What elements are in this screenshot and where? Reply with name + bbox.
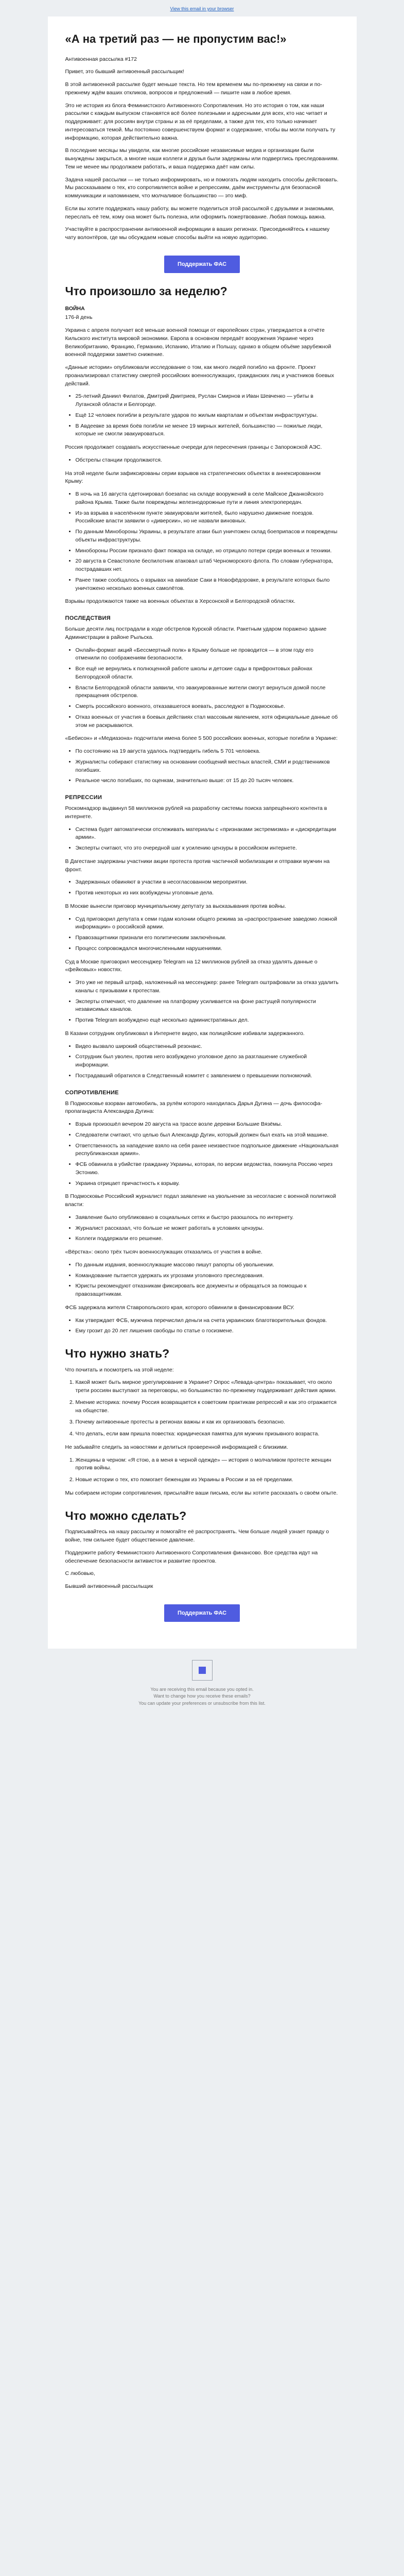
action-paragraph: Поддержите работу Феминистского Антивоенного Сопротивления финансово. Все средства идут на обеспечение безопасности активисток и развитие проектов. xyxy=(65,1549,318,1564)
intro-paragraph: В этой антивоенной рассылке будет меньше текста. Но тем временем мы по-прежнему на связи и по-прежнему ждём ваших откликов, вопросов и предложений — пишите нам в любое время. xyxy=(65,81,322,96)
news-paragraph: В Подмосковье взорван автомобиль, за рулём которого находилась Дарья Дугина — дочь философа-пропагандиста Александра Дугина: xyxy=(65,1100,323,1115)
war-label: ВОЙНА xyxy=(65,306,85,312)
browser-view-bar xyxy=(0,0,404,16)
news-paragraph: Роскомнадзор выдвинул 58 миллионов рублей на разработку системы поиска запрещённого контента в интернете. xyxy=(65,805,327,820)
donate-button[interactable]: Поддержать ФАС xyxy=(164,256,240,273)
donate-button-wrap-bottom xyxy=(65,1604,339,1622)
list-item: • Минобороны России признало факт пожара на складе, но отрицало потери среди военных и техники. xyxy=(76,547,339,555)
news-list xyxy=(65,393,339,438)
list-item: • Власти Белгородской области заявили, что эвакуированные жители смогут вернуться домой после прекращения обстрелов. xyxy=(76,684,339,701)
section-intro: Что почитать и посмотреть на этой неделе: xyxy=(65,1366,174,1373)
news-paragraph: Взрывы продолжаются также на военных объектах в Херсонской и Белгородской областях. xyxy=(65,598,295,605)
news-paragraph: В Москве вынесли приговор муниципальному депутату за высказывания против войны. xyxy=(65,903,286,909)
news-list xyxy=(65,979,339,1025)
intro-paragraph: Это не история из блога Феминистского Антивоенного Сопротивления. Но это история о том, как наши рассылки с каждым выпуском становятся всё более полезными и адресными для всех, кто нас читает и поддерживает: для россиян внутри страны и за её пределами, а также для тех, кто только начинает интересоваться темой. Мы постоянно совершенствуем формат и содержание, чтобы вы могли получать ту информацию, которая действительно важна. xyxy=(65,102,336,141)
list-item: • Смерть российского военного, отказавшегося воевать, расследуют в Подмосковье. xyxy=(76,703,339,711)
reading-list xyxy=(65,1456,339,1484)
list-item: • Процесс сопровождался многочисленными нарушениями. xyxy=(76,945,339,953)
list-item: 1. Какой может быть мирное урегулирование в Украине? Опрос «Левада-центра» показывает, что около трети россиян выступают за переговоры, но большинство по-прежнему поддерживает действия армии. xyxy=(76,1379,339,1395)
intro-paragraph: Задача нашей рассылки — не только информировать, но и помогать людям находить способы действовать. Мы рассказываем о тех, кто сопротивляется войне и репрессиям, даём инструменты для безопасной коммуникации и напоминаем, что молчаливое большинство — это миф. xyxy=(65,176,339,199)
news-paragraph: На этой неделе были зафиксированы серии взрывов на стратегических объектах в аннексированном Крыму: xyxy=(65,470,321,485)
news-paragraph: «Вёрстка»: около трёх тысяч военнослужащих отказались от участия в войне. xyxy=(65,1249,262,1256)
signoff: С любовью, xyxy=(65,1570,95,1577)
logo-icon xyxy=(192,1660,213,1681)
list-item: • Журналист рассказал, что больше не может работать в условиях цензуры. xyxy=(76,1225,339,1233)
list-item: • Отказ военных от участия в боевых действиях стал массовым явлением, хотя официальные данные об этом не раскрываются. xyxy=(76,714,339,730)
list-item: • Следователи считают, что целью был Александр Дугин, который должен был ехать на этой машине. xyxy=(76,1131,339,1140)
footer-line: You are receiving this email because you opted in. xyxy=(150,1686,254,1692)
repressions-label: РЕПРЕССИИ xyxy=(65,794,102,801)
news-list xyxy=(65,456,339,465)
intro-paragraph: Участвуйте в распространении антивоенной информации в ваших регионах. Присоединяйтесь к нашему чату волонтёров, где мы обсуждаем новые способы выйти на новую аудиторию. xyxy=(65,226,330,241)
reading-list xyxy=(65,1379,339,1438)
list-item: • Ранее также сообщалось о взрывах на авиабазе Саки в Новофёдоровке, в результате которых было уничтожено несколько военных самолётов. xyxy=(76,577,339,593)
list-item: • Журналисты собирают статистику на основании сообщений местных властей, СМИ и родственников погибших. xyxy=(76,758,339,775)
list-item: • В ночь на 16 августа сдетонировал боезапас на складе вооружений в селе Майское Джанкойского района Крыма. Также были повреждены железнодорожные пути и линия электропередач. xyxy=(76,490,339,507)
email-footer xyxy=(48,1649,357,1707)
issue-number: Антивоенная рассылка #172 xyxy=(65,56,137,62)
section-title-week: Что произошло за неделю? xyxy=(65,284,227,298)
news-paragraph: В Дагестане задержаны участники акции протеста против частичной мобилизации и отправки мужчин на фронт. xyxy=(65,858,330,873)
list-item: • Ему грозит до 20 лет лишения свободы по статье о госизмене. xyxy=(76,1327,339,1335)
list-item: • Как утверждает ФСБ, мужчина перечислил деньги на счета украинских благотворительных фондов. xyxy=(76,1317,339,1325)
list-item: • Из-за взрыва в населённом пункте эвакуировали жителей, было нарушено движение поездов. Российские власти заявили о «диверсии», но не назвали виновных. xyxy=(76,510,339,526)
news-list xyxy=(65,1317,339,1336)
news-list xyxy=(65,1121,339,1188)
list-item: • Все ещё не вернулись к полноценной работе школы и детские сады в прифронтовых районах Белгородской области. xyxy=(76,665,339,682)
war-day: 176-й день xyxy=(65,314,93,321)
list-item: • Пострадавший обратился в Следственный комитет с заявлением о превышении полномочий. xyxy=(76,1072,339,1080)
intro-paragraph: Если вы хотите поддержать нашу работу, вы можете поделиться этой рассылкой с друзьями и знакомыми, переслать её тем, кому она может быть полезна, или оформить пожертвование. Любая помощь важна. xyxy=(65,205,335,220)
donate-button-bottom[interactable]: Поддержать ФАС xyxy=(164,1604,240,1622)
list-item: • Ещё 12 человек погибли в результате ударов по жилым кварталам и объектам инфраструктуры. xyxy=(76,412,339,420)
news-paragraph: В Подмосковье Российский журналист подал заявление на увольнение за несогласие с военной политикой власти: xyxy=(65,1193,336,1208)
news-list xyxy=(65,748,339,785)
news-paragraph: Украина с апреля получает всё меньше военной помощи от европейских стран, утверждается в отчёте Кильского института мировой экономики. Европа в основном передаёт вооружения Украине через Великобританию, Францию, Германию, Испанию, Италию и Польшу, однако в общем объёме зарубежной военной поддержки заметно снижение. xyxy=(65,327,331,358)
news-paragraph: «Данные истории» опубликовали исследование о том, как много людей погибло на фронте. Проект проанализировал статистику смертей российских военнослужащих, гражданских лиц и участников боевых действий. xyxy=(65,364,335,387)
donate-button-wrap xyxy=(65,256,339,273)
footer-line: Want to change how you receive these emails? xyxy=(153,1693,251,1699)
list-item: • Сотрудник был уволен, против него возбуждено уголовное дело за разглашение служебной информации. xyxy=(76,1053,339,1070)
section-note: Не забывайте следить за новостями и делиться проверенной информацией с близкими. xyxy=(65,1444,288,1450)
list-item: • Заявление было опубликовано в социальных сетях и быстро разошлось по интернету. xyxy=(76,1214,339,1222)
news-list xyxy=(65,1214,339,1243)
list-item: • 25-летний Даниил Филатов, Дмитрий Дмитриев, Руслан Смирнов и Иван Шевченко — убиты в Луганской области и Белгороде. xyxy=(76,393,339,409)
section-title-know: Что нужно знать? xyxy=(65,1347,170,1361)
news-list xyxy=(65,916,339,953)
resistance-label: СОПРОТИВЛЕНИЕ xyxy=(65,1089,119,1096)
list-item: • 20 августа в Севастополе беспилотник атаковал штаб Черноморского флота. По словам губернатора, пострадавших нет. xyxy=(76,557,339,574)
news-paragraph: Суд в Москве приговорил мессенджер Telegram на 12 миллионов рублей за отказ удалять данные о «фейковых» новостях. xyxy=(65,958,318,973)
list-item: • Правозащитники признали его политическим заключённым. xyxy=(76,934,339,942)
list-item: • ФСБ обвинила в убийстве гражданку Украины, которая, по версии ведомства, покинула Россию через Эстонию. xyxy=(76,1161,339,1177)
section-title-action: Что можно сделать? xyxy=(65,1509,187,1522)
list-item: • Против Telegram возбуждено ещё несколько административных дел. xyxy=(76,1016,339,1025)
news-list xyxy=(65,1043,339,1080)
news-list xyxy=(65,878,339,897)
email-title: «А на третий раз — не пропустим вас!» xyxy=(65,32,287,45)
greeting: Привет, это бывший антивоенный рассыльщик! xyxy=(65,69,184,75)
list-item: 4. Что делать, если вам пришла повестка: юридическая памятка для мужчин призывного возраста. xyxy=(76,1430,339,1438)
list-item: • Взрыв произошёл вечером 20 августа на трассе возле деревни Большие Вязёмы. xyxy=(76,1121,339,1129)
list-item: • По данным Минобороны Украины, в результате атаки был уничтожен склад боеприпасов и повреждены объекты инфраструктуры. xyxy=(76,528,339,545)
list-item: • Ответственность за нападение взяло на себя ранее неизвестное подпольное движение «Национальная республиканская армия». xyxy=(76,1142,339,1159)
news-list xyxy=(65,647,339,730)
list-item: • Обстрелы станции продолжаются. xyxy=(76,456,339,465)
list-item: • Это уже не первый штраф, наложенный на мессенджер: ранее Telegram оштрафовали за отказ удалить каналы с призывами к протестам. xyxy=(76,979,339,995)
list-item: • Онлайн-формат акций «Бессмертный полк» в Крыму больше не проводится — в этом году его отменили по соображениям безопасности. xyxy=(76,647,339,663)
list-item: • Против некоторых из них возбуждены уголовные дела. xyxy=(76,889,339,897)
list-item: • Эксперты считают, что это очередной шаг к усилению цензуры в российском интернете. xyxy=(76,844,339,853)
news-paragraph: В Казани сотрудник опубликовал в Интернете видео, как полицейские избивали задержанного. xyxy=(65,1030,305,1037)
news-list xyxy=(65,826,339,853)
news-list xyxy=(65,490,339,592)
signature: Бывший антивоенный рассыльщик xyxy=(65,1583,153,1590)
list-item: 3. Почему антивоенные протесты в регионах важны и как их организовать безопасно. xyxy=(76,1418,339,1427)
list-item: 1. Женщины в черном: «Я стою, а в меня в черной одежде» — история о молчаливом протесте женщин против войны. xyxy=(76,1456,339,1473)
list-item: • Командование пытается удержать их угрозами уголовного преследования. xyxy=(76,1272,339,1280)
list-item: • В Авдеевке за время боёв погибли не менее 19 мирных жителей, большинство — пожилые люди, которые не смогли эвакуироваться. xyxy=(76,422,339,439)
list-item: • Эксперты отмечают, что давление на платформу усиливается на фоне растущей популярности независимых каналов. xyxy=(76,998,339,1014)
intro-paragraph: В последние месяцы мы увидели, как многие российские независимые медиа и организации были вынуждены закрыться, а многие наши коллеги и друзья были задержаны или подверглись преследованиям. Тем не менее мы продолжаем работать, и ваша поддержка даёт нам силы. xyxy=(65,147,339,170)
list-item: • Видео вызвало широкий общественный резонанс. xyxy=(76,1043,339,1051)
news-paragraph: «Бебисон» и «Медиазона» подсчитали имена более 5 500 российских военных, которые погибли в Украине: xyxy=(65,735,338,742)
list-item: • Коллеги поддержали его решение. xyxy=(76,1235,339,1243)
news-list xyxy=(65,1261,339,1299)
list-item: • По данным издания, военнослужащие массово пишут рапорты об увольнении. xyxy=(76,1261,339,1269)
list-item: 2. Мнение историка: почему Россия возвращается к советским практикам репрессий и как это отражается на обществе. xyxy=(76,1399,339,1415)
news-paragraph: ФСБ задержала жителя Ставропольского края, которого обвинили в финансировании ВСУ. xyxy=(65,1304,294,1311)
news-paragraph: Россия продолжает создавать искусственные очереди для пересечения границы с Запорожской АЭС. xyxy=(65,444,322,451)
list-item: • Реальное число погибших, по оценкам, значительно выше: от 15 до 20 тысяч человек. xyxy=(76,777,339,785)
list-item: • Задержанных обвиняют в участии в несогласованном мероприятии. xyxy=(76,878,339,887)
aftermath-label: ПОСЛЕДСТВИЯ xyxy=(65,615,111,622)
section-note: Мы собираем истории сопротивления, присылайте ваши письма, если вы хотите рассказать о своём опыте. xyxy=(65,1489,338,1496)
list-item: • Украина отрицает причастность к взрыву. xyxy=(76,1180,339,1188)
action-paragraph: Подписывайтесь на нашу рассылку и помогайте её распространять. Чем больше людей узнает правду о войне, тем сильнее будет общественное давление. xyxy=(65,1529,329,1544)
list-item: • Суд приговорил депутата к семи годам колонии общего режима за «распространение заведомо ложной информации» о российской армии. xyxy=(76,916,339,932)
list-item: • Система будет автоматически отслеживать материалы с «признаками экстремизма» и «дискредитации армии». xyxy=(76,826,339,842)
list-item: • Юристы рекомендуют отказникам фиксировать все документы и обращаться за помощью к правозащитникам. xyxy=(76,1282,339,1299)
list-item: • По состоянию на 19 августа удалось подтвердить гибель 5 701 человека. xyxy=(76,748,339,756)
list-item: 2. Новые истории о тех, кто помогает беженцам из Украины в России и за её пределами. xyxy=(76,1476,339,1484)
footer-line: You can update your preferences or unsubscribe from this list. xyxy=(138,1700,266,1706)
news-paragraph: Больше десяти лиц пострадали в ходе обстрелов Курской области. Ракетным ударом поражено здание Администрации в районе Рыльска. xyxy=(65,626,327,640)
email-card xyxy=(48,16,357,1649)
view-in-browser-link[interactable]: View this email in your browser xyxy=(170,6,234,11)
